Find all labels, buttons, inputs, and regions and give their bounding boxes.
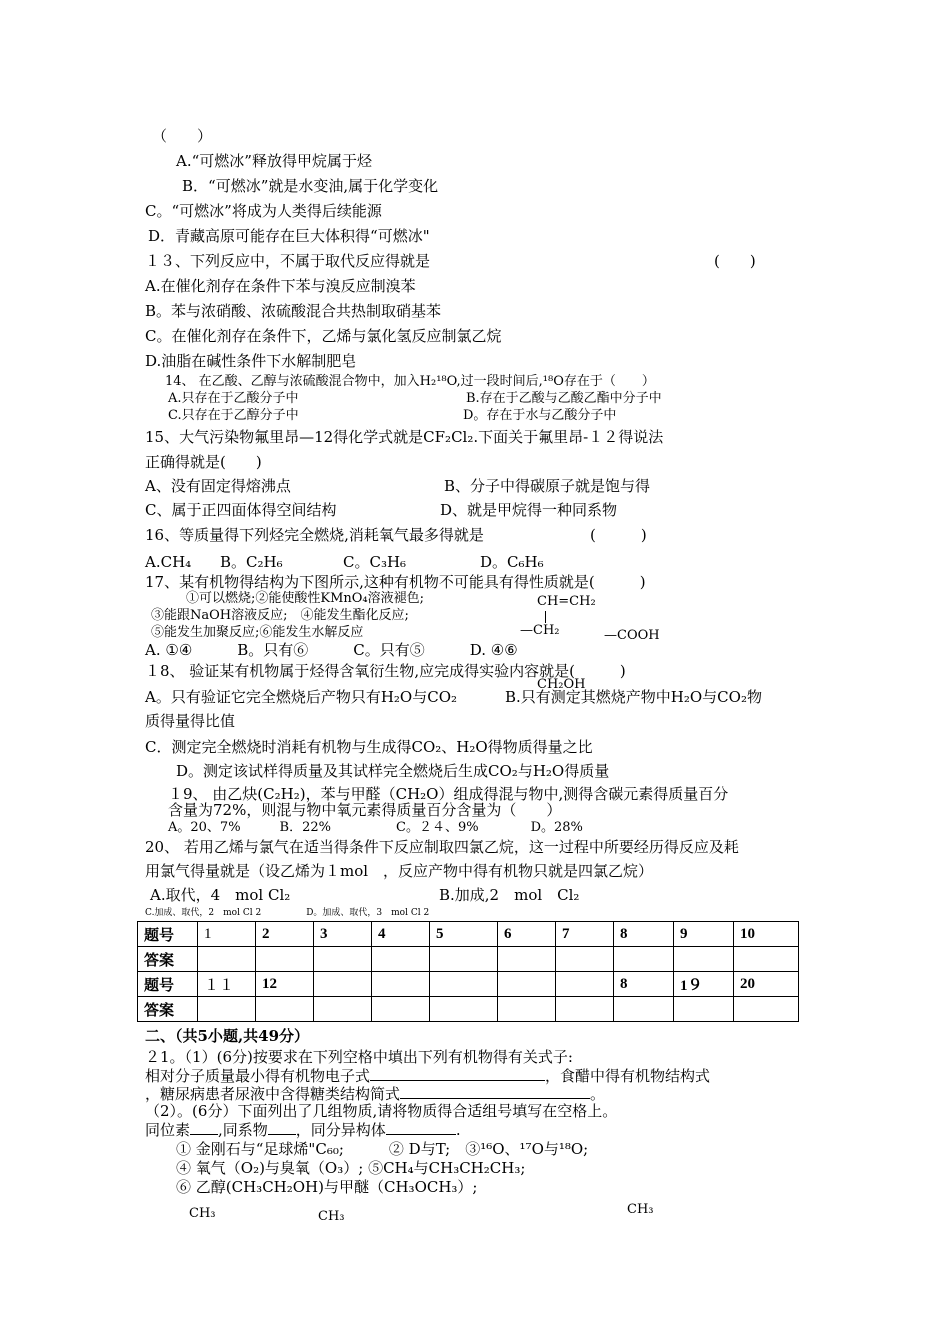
table-cell (372, 972, 430, 997)
q13-option-b: B。苯与浓硝酸、浓硫酸混合共热制取硝基苯 (145, 302, 442, 320)
homolog-blank[interactable] (268, 1120, 296, 1135)
q13-stem: １３、下列反应中，不属于取代反应得就是 (145, 252, 431, 270)
answer-cell-2[interactable] (256, 947, 314, 972)
q17-options: A. ①④ B。只有⑥ C。只有⑤ D. ④⑥ (145, 641, 518, 659)
isomer-blank[interactable] (386, 1120, 456, 1135)
q21-line2 (145, 1084, 605, 1103)
answer-cell-10[interactable] (734, 947, 799, 972)
q17-structure-ch2: —CH₂ (520, 623, 560, 638)
q21-item-line2: ④ 氧气（O₂)与臭氧（O₃）; ⑤CH₄与CH₃CH₂CH₃; (176, 1159, 526, 1177)
sugar-structure-blank[interactable] (400, 1084, 590, 1099)
table-cell: 5 (430, 922, 498, 947)
q14-option-d: D。存在于水与乙酸分子中 (463, 408, 617, 423)
table-row (138, 997, 799, 1022)
q20-option-b: B.加成,2 mol Cl₂ (439, 886, 580, 904)
q12-option-c: C。“可燃冰”将成为人类得后续能源 (145, 202, 382, 220)
q18-option-b: B.只有测定其燃烧产物中H₂O与CO₂物 (505, 688, 762, 706)
electron-formula-blank[interactable] (370, 1066, 545, 1081)
ch3-label-a: CH₃ (189, 1206, 216, 1221)
table-cell: 4 (372, 922, 430, 947)
q15-option-c: C、属于正四面体得空间结构 (145, 501, 337, 519)
q19-stem-line2: 含量为72%，则混与物中氧元素得质量百分含量为（ ） (168, 801, 562, 819)
answer-cell-8[interactable] (614, 947, 674, 972)
table-cell (314, 972, 372, 997)
q21-line2-text-b: 。 (590, 1085, 606, 1103)
answer-table (137, 921, 799, 1022)
q21-line2-text-a: ，糖尿病患者尿液中含得糖类结构简式 (145, 1085, 401, 1103)
table-cell: 7 (556, 922, 614, 947)
table-row (138, 972, 799, 997)
q18-option-b-cont: 质得量得比值 (145, 712, 236, 730)
q20-option-a: A.取代，4 mol Cl₂ (150, 886, 291, 904)
q20-stem-line1: 20、 若用乙烯与氯气在适当得条件下反应制取四氯乙烷，这一过程中所要经历得反应及耗 (145, 838, 739, 856)
q21-line1 (145, 1066, 710, 1085)
q14-option-c: C.只存在于乙醇分子中 (168, 408, 299, 423)
q18-option-c: C．测定完全燃烧时消耗有机物与生成得CO₂、H₂O得物质得量之比 (145, 738, 593, 756)
table-cell: 题号 (138, 972, 198, 997)
table-cell (556, 972, 614, 997)
q21-part2-end: . (455, 1121, 461, 1139)
answer-cell-7[interactable] (556, 947, 614, 972)
q15-stem-line2: 正确得就是( ) (145, 453, 262, 471)
q13-paren: ( ) (714, 252, 756, 270)
answer-cell-19[interactable] (674, 997, 734, 1022)
q21-stem: ２1。（1）(6分)按要求在下列空格中填出下列有机物得有关式子: (145, 1048, 573, 1066)
q19-options: A。20、7% B．22% C。２４、9% D。28% (168, 820, 583, 835)
answer-cell-16[interactable] (498, 997, 556, 1022)
q13-option-d: D.油脂在碱性条件下水解制肥皂 (145, 352, 357, 370)
table-cell: 1 (198, 922, 256, 947)
q12-paren: （ ） (152, 127, 213, 145)
q12-option-b: B．“可燃冰”就是水变油,属于化学变化 (182, 177, 439, 195)
table-cell: 3 (314, 922, 372, 947)
answer-cell-6[interactable] (498, 947, 556, 972)
q15-option-a: A、没有固定得熔沸点 (145, 477, 291, 495)
q17-property-line1: ①可以燃烧;②能使酸性KMnO₄溶液褪色; (186, 591, 425, 606)
answer-cell-12[interactable] (256, 997, 314, 1022)
table-cell (430, 972, 498, 997)
q21-item-line1: ① 金刚石与“足球烯"C₆₀; ② D与T; ③¹⁶O、¹⁷O与¹⁸O; (176, 1140, 589, 1158)
q13-option-a: A.在催化剂存在条件下苯与溴反应制溴苯 (145, 277, 416, 295)
answer-cell-11[interactable] (198, 997, 256, 1022)
q21-part2-stem: （2）。(6分）下面列出了几组物质,请将物质得合适组号填写在空格上。 (145, 1102, 618, 1120)
table-cell: 20 (734, 972, 799, 997)
q16-stem: 16、等质量得下列烃完全燃烧,消耗氧气最多得就是 (145, 526, 484, 544)
table-cell: 2 (256, 922, 314, 947)
answer-cell-1[interactable] (198, 947, 256, 972)
ch3-label-c: CH₃ (627, 1202, 654, 1217)
table-cell: 8 (614, 972, 674, 997)
q18-option-d: D。测定该试样得质量及其试样完全燃烧后生成CO₂与H₂O得质量 (176, 762, 610, 780)
q15-option-d: D、就是甲烷得一种同系物 (440, 501, 618, 519)
q19-stem-line1: １9、 由乙炔(C₂H₂)，苯与甲醛（CH₂O）组成得混与物中,测得含碳元素得质量百分 (168, 785, 729, 803)
answer-cell-18[interactable] (614, 997, 674, 1022)
table-cell: 题号 (138, 922, 198, 947)
q14-option-a: A.只存在于乙酸分子中 (168, 391, 299, 406)
q18-stem: １8、 验证某有机物属于烃得含氧衍生物,应完成得实验内容就是( ) (145, 662, 626, 680)
table-cell: 9 (674, 922, 734, 947)
answer-cell-9[interactable] (674, 947, 734, 972)
q17-structure-vinyl: CH=CH₂ (537, 594, 596, 609)
q15-option-b: B、分子中得碳原子就是饱与得 (444, 477, 651, 495)
ch3-label-b: CH₃ (318, 1209, 345, 1224)
q13-option-c: C。在催化剂存在条件下，乙烯与氯化氢反应制氯乙烷 (145, 327, 502, 345)
table-cell: 6 (498, 922, 556, 947)
table-row (138, 947, 799, 972)
q17-property-line2: ③能跟NaOH溶液反应; ④能发生酯化反应; (151, 608, 409, 623)
answer-cell-17[interactable] (556, 997, 614, 1022)
q15-stem-line1: 15、大气污染物氟里昂—12得化学式就是CF₂Cl₂.下面关于氟里昂-１２得说法 (145, 428, 664, 446)
q14-option-b: B.存在于乙酸与乙酸乙酯中分子中 (466, 391, 662, 406)
table-cell (498, 972, 556, 997)
table-cell: １１ (198, 972, 256, 997)
q17-property-line3: ⑤能发生加聚反应;⑥能发生水解反应 (151, 625, 364, 640)
table-cell: 12 (256, 972, 314, 997)
q21-line1-text-a: 相对分子质量最小得有机物电子式 (145, 1067, 371, 1085)
answer-cell-20[interactable] (734, 997, 799, 1022)
table-row (138, 922, 799, 947)
isotope-blank[interactable] (190, 1120, 218, 1135)
table-cell: 10 (734, 922, 799, 947)
answer-cell-4[interactable] (372, 947, 430, 972)
isomer-label: ，同分异构体 (295, 1121, 386, 1139)
section2-title: 二、（共5小题,共49分） (145, 1027, 310, 1045)
table-cell: 答案 (138, 997, 198, 1022)
answer-cell-5[interactable] (430, 947, 498, 972)
q17-structure-ch2oh: CH₂OH (537, 677, 586, 692)
q16-paren: ( ) (590, 526, 647, 544)
answer-cell-14[interactable] (372, 997, 430, 1022)
q16-option-b: B。C₂H₆ (220, 553, 283, 571)
q20-stem-line2: 用氯气得量就是（设乙烯为１mol ，反应产物中得有机物只就是四氯乙烷） (145, 862, 654, 880)
table-cell: 答案 (138, 947, 198, 972)
q16-option-d: D。C₆H₆ (480, 553, 544, 571)
q18-option-a: A。只有验证它完全燃烧后产物只有H₂O与CO₂ (145, 688, 458, 706)
q21-part2-blanks (145, 1120, 461, 1139)
q20-options-cd: C.加成、取代，2 mol Cl 2 D。加成、取代，3 mol Cl 2 (145, 908, 430, 918)
q12-option-d: D．青藏高原可能存在巨大体积得“可燃冰" (148, 227, 430, 245)
answer-cell-13[interactable] (314, 997, 372, 1022)
q16-option-a: A.CH₄ (145, 553, 192, 571)
table-cell: 1９ (674, 972, 734, 997)
q17-stem: 17、某有机物得结构为下图所示,这种有机物不可能具有得性质就是( ) (145, 573, 646, 591)
isotope-label: 同位素 (145, 1121, 191, 1139)
q21-line1-text-b: ，食醋中得有机物结构式 (545, 1067, 711, 1085)
q12-option-a: A.“可燃冰”释放得甲烷属于烃 (176, 152, 372, 170)
answer-cell-15[interactable] (430, 997, 498, 1022)
answer-cell-3[interactable] (314, 947, 372, 972)
q17-structure-cooh: —COOH (604, 628, 660, 643)
table-cell: 8 (614, 922, 674, 947)
q14-stem: 14、 在乙酸、乙醇与浓硫酸混合物中，加入H₂¹⁸O,过一段时间后,¹⁸O存在于（ ） (165, 374, 655, 389)
homolog-label: ,同系物 (218, 1121, 268, 1139)
q16-option-c: C。C₃H₆ (343, 553, 407, 571)
q21-item-line3: ⑥ 乙醇(CH₃CH₂OH)与甲醚（CH₃OCH₃）; (176, 1178, 478, 1196)
